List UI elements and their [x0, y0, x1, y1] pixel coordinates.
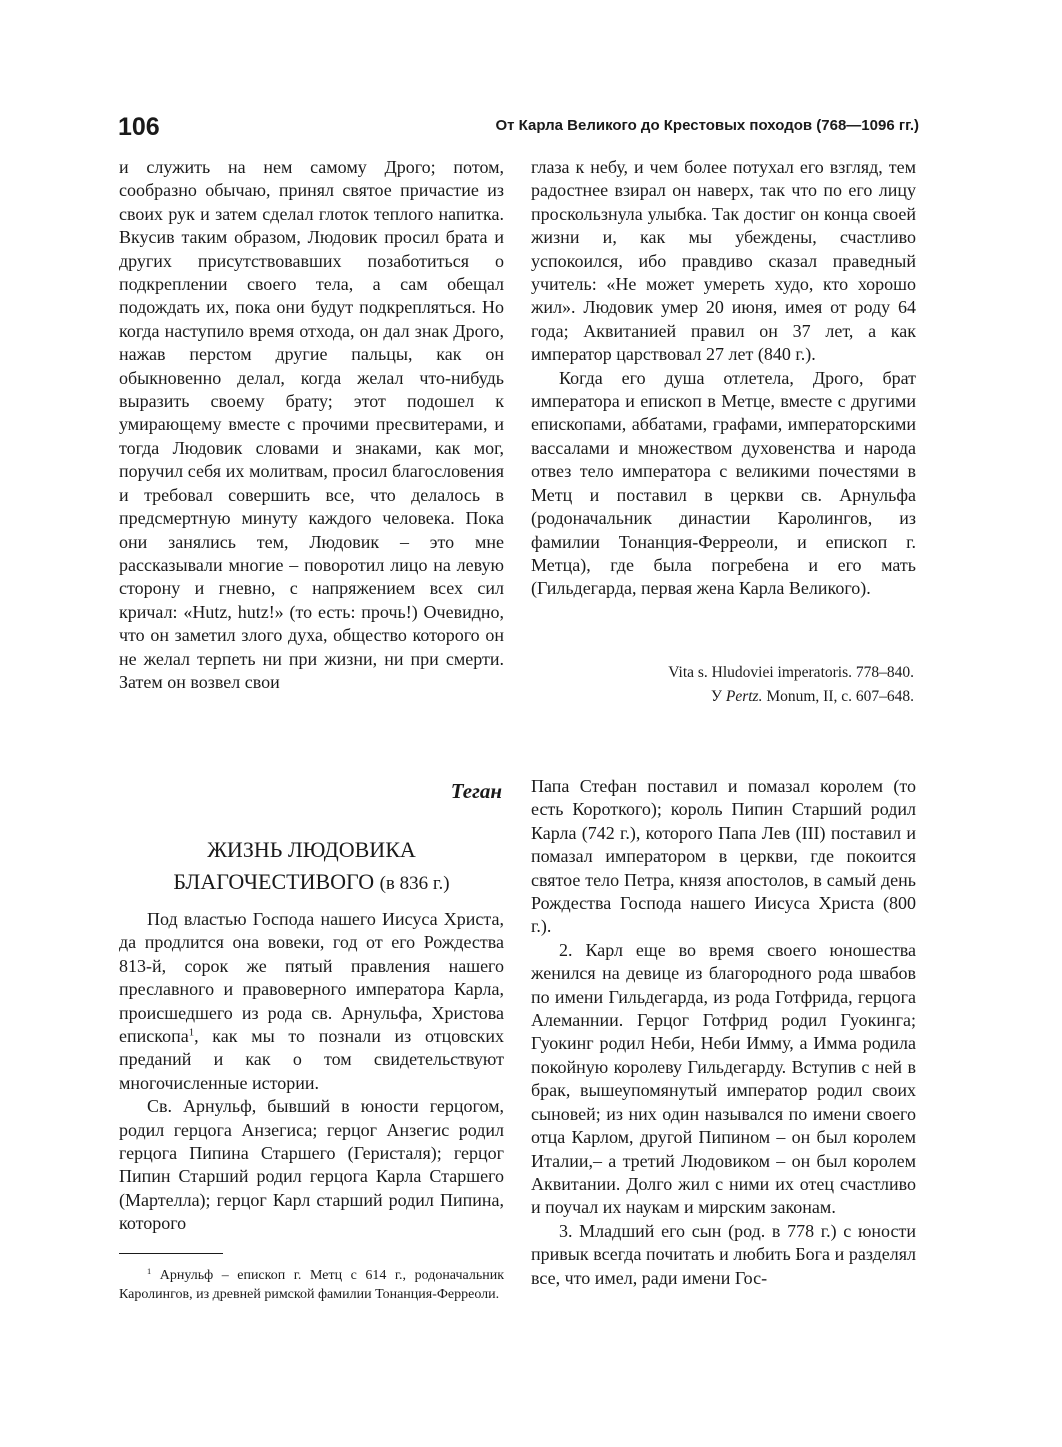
section-title: [119, 834, 504, 900]
column-bottom-left: [119, 908, 504, 1236]
title-date: (в 836 г.): [379, 873, 450, 894]
footnote: [119, 1266, 504, 1304]
paragraph: 2. Карл еще во время своего юношества женился на девице из благородного рода швабов по имени Гильдегарда, из рода Готфрида, герцога Алеманнии. Герцог Готфрид родил Гуокинга; Гуокинг родил Неби, Неби Имму, а Имма родила покойную королеву Гильдегарду. Вступив с ней в брак, вышеупомянутый император родил своих сыновей; из них один назывался по имени своего отца Карлом, другой Пипином – он был королем Италии,– а третий Людовиком – он был королем Аквитании. Долго жил с ними их отец счастливо и поучал их наукам и мирским законам.: [531, 939, 916, 1218]
section-author: Теган: [450, 779, 502, 803]
source-line-1: Vita s. Hludoviei imperatoris. 778–840.: [668, 664, 914, 681]
paragraph: и служить на нем самому Дрого; потом, сообразно обычаю, принял святое причастие из своих рук и затем сделал глоток теплого напитка. Вкусив таким образом, Людовик просил брата и других присутствовавших позаботиться о подкреплении своего тела, а сам обещал подождать их, пока они будут подкрепляться. Но когда наступило время отхода, он дал знак Дрого, нажав перстом другие пальцы, как он обыкновенно делал, когда желал что-нибудь выразить своему брату; этот подошел к умирающему вместе с прочими пресвитерами, и тогда Людовик словами и знаками, как мог, поручил себя их молитвам, просил благословения и требовал совершить все, что делалось в предсмертную минуту каждого человека. Пока они занялись тем, Людовик – это мне рассказывали многие – поворотил лицо на левую сторону и гневно, с напряжением всех сил кричал: «Hutz, hutz!» (то есть: прочь!) Очевидно, что он заметил злого духа, общество которого он не желал терпеть ни при жизни, ни при смерти. Затем он возвел свои: [119, 157, 504, 692]
paragraph: [119, 908, 504, 1095]
column-top-left: [119, 156, 504, 694]
source-rest: Monum, II, с. 607–648.: [762, 687, 914, 705]
footnote-mark: 1: [147, 1266, 152, 1276]
footnote-text: Арнульф – епископ г. Метц с 614 г., родоначальник Каролингов, из древней римской фамилии Тонанция-Ферреоли.: [119, 1268, 504, 1302]
column-bottom-right: [531, 775, 916, 1290]
title-line-2: [119, 866, 504, 900]
paragraph-text: , как мы то познали из отцовских преданий и как о том свидетельствуют многочисленные истории.: [119, 1026, 504, 1093]
page-number: 106: [118, 113, 160, 141]
paragraph: Св. Арнульф, бывший в юности герцогом, родил герцога Анзегиса; герцог Анзегис родил герцога Пипина Старшего (Геристаля); герцог Пипин Старший родил герцога Карла Старшего (Мартелла); герцог Карл старший родил Пипина, которого: [119, 1096, 504, 1234]
paragraph: Папа Стефан поставил и помазал королем (то есть Короткого); король Пипин Старший родил Карла (742 г.), которого Папа Лев (III) поставил и помазал императором в церкви, где покоится святое тело Петра, князя апостолов, в самый день Рождества Господа нашего Иисуса Христа (800 г.).: [531, 776, 916, 937]
title-main: БЛАГОЧЕСТИВОГО: [173, 869, 375, 894]
paragraph: 3. Младший его сын (род. в 778 г.) с юности привык всегда почитать и любить Бога и разделял все, что имел, ради имени Гос-: [531, 1220, 916, 1288]
column-top-right: [531, 156, 916, 601]
source-citation: [668, 661, 914, 708]
source-line-2: [668, 685, 914, 709]
paragraph: Когда его душа отлетела, Дрого, брат императора и епископ в Метце, вместе с другими епископами, аббатами, графами, императорскими вассалами и множеством духовенства и народа отвез тело императора с великими почестями в Метц и поставил в церкви св. Арнульфа (родоначальник династии Каролингов, из фамилии Тонанция-Ферреоли, и епископ г. Метца), где была погребена и его мать (Гильдегарда, первая жена Карла Великого).: [531, 367, 916, 599]
paragraph: глаза к небу, и чем более потухал его взгляд, тем радостнее взирал он наверх, так что по его лицу проскользнула улыбка. Так достиг он конца своей жизни и, как мы убеждены, счастливо успокоился, ибо правдиво сказал праведный учитель: «Не может умереть худо, кто хорошо жил». Людовик умер 20 июня, имея от роду 64 года; Аквитанией правил он 37 лет, а как император царствовал 27 лет (840 г.).: [531, 157, 916, 365]
source-prefix: У: [711, 687, 726, 705]
title-line-1: ЖИЗНЬ ЛЮДОВИКА: [207, 837, 416, 862]
running-title: От Карла Великого до Крестовых походов (768—1096 гг.): [495, 117, 919, 134]
footnote-divider: [119, 1253, 223, 1254]
footnote-ref: 1: [188, 1026, 195, 1039]
paragraph-text: Под властью Господа нашего Иисуса Христа, да продлится она вовеки, год от его Рождества 813-й, сорок же пятый правления нашего преславного и правоверного императора Карла, происшедшего из рода св. Арнульфа, Христова епископа: [119, 909, 504, 1047]
source-author: Pertz.: [725, 687, 763, 705]
